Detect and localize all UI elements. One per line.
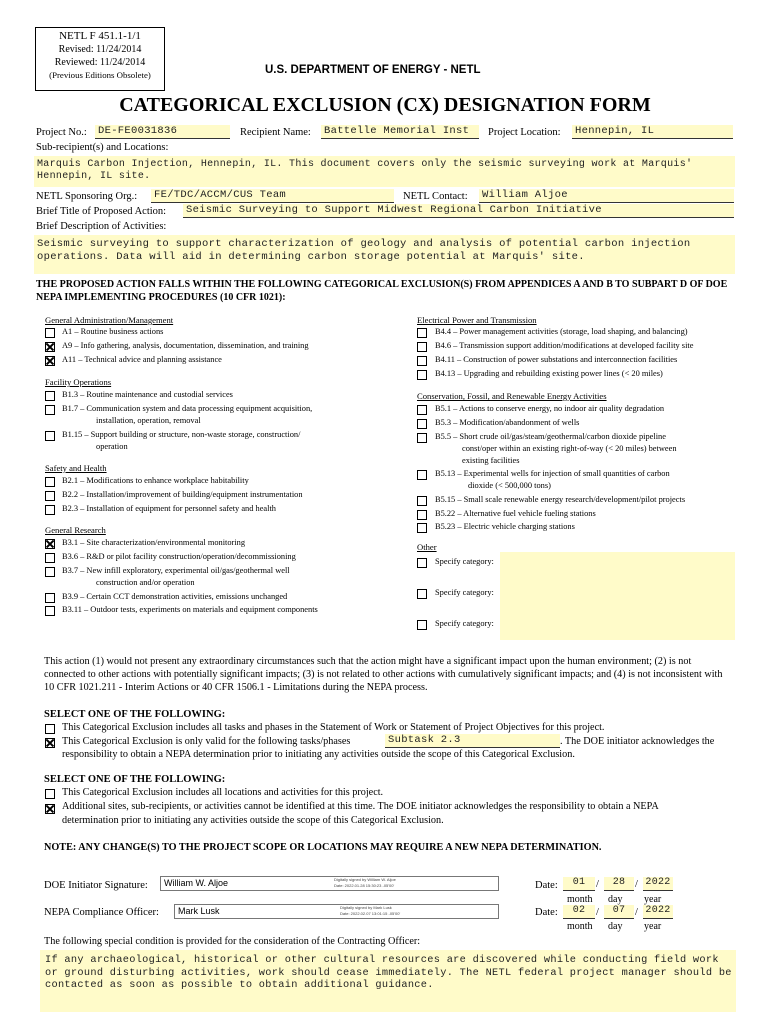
- item-b5-1: B5.1 – Actions to conserve energy, no indoor air quality degradation: [435, 404, 665, 413]
- initiator-signature-name: William W. Aljoe: [164, 878, 229, 888]
- checkbox-b1-7[interactable]: [45, 405, 55, 415]
- select-one-heading-2: SELECT ONE OF THE FOLLOWING:: [44, 774, 226, 785]
- date-slash-1b: /: [635, 879, 638, 890]
- nepa-date-label: Date:: [535, 907, 558, 918]
- item-b3-7-cont: construction and/or operation: [96, 578, 195, 587]
- item-b1-15: B1.15 – Support building or structure, non-waste storage, construction/: [62, 430, 301, 439]
- checkbox-b4-13[interactable]: [417, 370, 427, 380]
- initiator-digital-date-stamp: Date: 2022.01.28 15:30:23 -05'00': [334, 883, 395, 888]
- item-b4-11: B4.11 – Construction of power substations and interconnection facilities: [435, 355, 678, 364]
- sub-recipients-field[interactable]: Marquis Carbon Injection, Hennepin, IL. This document covers only the seismic surveying work at Marquis' Hennepin, IL site.: [34, 156, 735, 187]
- revised-date: Revised: 11/24/2014: [58, 44, 142, 55]
- specify-category-label-3: Specify category:: [435, 619, 494, 628]
- sponsoring-org-field[interactable]: FE/TDC/ACCM/CUS Team: [151, 189, 394, 203]
- checkbox-b4-11[interactable]: [417, 356, 427, 366]
- checkbox-b5-13[interactable]: [417, 470, 427, 480]
- checkbox-a1[interactable]: [45, 328, 55, 338]
- item-b1-7: B1.7 – Communication system and data processing equipment acquisition,: [62, 404, 313, 413]
- initiator-signature-label: DOE Initiator Signature:: [44, 880, 148, 891]
- item-a9: A9 – Info gathering, analysis, documentation, dissemination, and training: [62, 341, 309, 350]
- specify-category-field-2[interactable]: [502, 584, 734, 610]
- checkbox-b4-4[interactable]: [417, 328, 427, 338]
- initiator-date-day[interactable]: 28: [604, 877, 634, 891]
- nepa-date-month[interactable]: 02: [563, 905, 595, 919]
- project-no-field[interactable]: DE-FE0031836: [95, 125, 230, 139]
- item-b2-3: B2.3 – Installation of equipment for personnel safety and health: [62, 504, 276, 513]
- item-b3-1: B3.1 – Site characterization/environmental monitoring: [62, 538, 246, 547]
- sponsoring-org-label: NETL Sponsoring Org.:: [36, 191, 138, 202]
- date-slash-2b: /: [635, 907, 638, 918]
- checkbox-b5-3[interactable]: [417, 419, 427, 429]
- item-b3-7: B3.7 – New infill exploratory, experimental oil/gas/geothermal well: [62, 566, 290, 575]
- item-b5-13-cont: dioxide (< 500,000 tons): [468, 481, 551, 490]
- initiator-date-year[interactable]: 2022: [643, 877, 673, 891]
- item-b4-13: B4.13 – Upgrading and rebuilding existing power lines (< 20 miles): [435, 369, 663, 378]
- item-b5-5: B5.5 – Short crude oil/gas/steam/geothermal/carbon dioxide pipeline: [435, 432, 666, 441]
- checkbox-b5-22[interactable]: [417, 510, 427, 520]
- item-a1: A1 – Routine business actions: [62, 327, 164, 336]
- form-info-box: [35, 27, 165, 91]
- agency-name: U.S. DEPARTMENT OF ENERGY - NETL: [265, 64, 481, 76]
- initiator-date-month[interactable]: 01: [563, 877, 595, 891]
- nepa-digital-signature-note: Digitally signed by Mark Lusk: [340, 905, 392, 910]
- item-b5-5-cont: const/oper within an existing right-of-way (< 20 miles) between: [462, 444, 677, 453]
- checkbox-b4-6[interactable]: [417, 342, 427, 352]
- checkbox-b5-23[interactable]: [417, 523, 427, 533]
- specific-tasks-text-c: responsibility to obtain a NEPA determination prior to initiating any activities outside the scope of this Categorical Exclusion.: [62, 749, 575, 760]
- date-slash-2a: /: [596, 907, 599, 918]
- section-title-conservation: Conservation, Fossil, and Renewable Energy Activities: [417, 391, 607, 401]
- specify-category-field-1[interactable]: [502, 554, 734, 580]
- checkbox-other-2[interactable]: [417, 589, 427, 599]
- nepa-digital-date-stamp: Date: 2022.02.07 13:01:15 -05'00': [340, 911, 401, 916]
- specify-category-label-1: Specify category:: [435, 557, 494, 566]
- initiator-digital-signature-note: Digitally signed by William W. Aljoe: [334, 877, 396, 882]
- date-month-caption-2: month: [567, 921, 593, 932]
- checkbox-b3-7[interactable]: [45, 567, 55, 577]
- item-b2-2: B2.2 – Installation/improvement of building/equipment instrumentation: [62, 490, 303, 499]
- all-locations-text: This Categorical Exclusion includes all locations and activities for this project.: [62, 787, 384, 798]
- checkbox-a11[interactable]: [45, 356, 55, 366]
- recipient-name-label: Recipient Name:: [240, 127, 311, 138]
- checkbox-all-locations[interactable]: [45, 789, 55, 799]
- brief-description-field[interactable]: Seismic surveying to support characterization of geology and analysis of potential carbon injection operations. Data will aid in determining carbon storage potential at Marquis' site.: [34, 235, 735, 274]
- initiator-date-label: Date:: [535, 880, 558, 891]
- item-b1-7-cont: installation, operation, removal: [96, 416, 201, 425]
- item-b5-22: B5.22 – Alternative fuel vehicle fueling stations: [435, 509, 596, 518]
- brief-description-label: Brief Description of Activities:: [36, 221, 167, 232]
- item-b5-23: B5.23 – Electric vehicle charging stations: [435, 522, 575, 531]
- checkbox-b1-15[interactable]: [45, 431, 55, 441]
- section-title-other: Other: [417, 542, 437, 552]
- checkbox-b3-9[interactable]: [45, 593, 55, 603]
- item-b1-15-cont: operation: [96, 442, 128, 451]
- checkbox-b2-3[interactable]: [45, 505, 55, 515]
- section-title-general-admin: General Administration/Management: [45, 315, 174, 325]
- checkbox-b2-2[interactable]: [45, 491, 55, 501]
- form-number: NETL F 451.1-1/1: [59, 30, 141, 42]
- scope-change-note: NOTE: ANY CHANGE(S) TO THE PROJECT SCOPE OR LOCATIONS MAY REQUIRE A NEW NEPA DETERMINATION.: [44, 842, 602, 853]
- checkbox-other-3[interactable]: [417, 620, 427, 630]
- checkbox-b5-5[interactable]: [417, 433, 427, 443]
- item-b2-1: B2.1 – Modifications to enhance workplace habitability: [62, 476, 249, 485]
- page-title: CATEGORICAL EXCLUSION (CX) DESIGNATION FORM: [119, 94, 651, 116]
- item-b1-3: B1.3 – Routine maintenance and custodial services: [62, 390, 233, 399]
- nepa-officer-label: NEPA Compliance Officer:: [44, 907, 159, 918]
- nepa-officer-signature-field[interactable]: [174, 904, 499, 919]
- item-b3-11: B3.11 – Outdoor tests, experiments on materials and equipment components: [62, 605, 318, 614]
- reviewed-date: Reviewed: 11/24/2014: [54, 57, 146, 68]
- checkbox-additional-sites[interactable]: [45, 804, 55, 814]
- item-b5-3: B5.3 – Modification/abandonment of wells: [435, 418, 580, 427]
- checkbox-b3-1[interactable]: [45, 539, 55, 549]
- specify-category-field-3[interactable]: [502, 613, 734, 639]
- date-year-caption-1: year: [644, 894, 662, 905]
- date-month-caption-1: month: [567, 894, 593, 905]
- special-condition-label: The following special condition is provided for the consideration of the Contracting Officer:: [44, 936, 421, 947]
- specify-category-label-2: Specify category:: [435, 588, 494, 597]
- sub-recipients-label: Sub-recipient(s) and Locations:: [36, 142, 169, 153]
- item-b3-6: B3.6 – R&D or pilot facility construction/operation/decommissioning: [62, 552, 296, 561]
- date-year-caption-2: year: [644, 921, 662, 932]
- section-title-facility-ops: Facility Operations: [45, 377, 112, 387]
- cx-heading: THE PROPOSED ACTION FALLS WITHIN THE FOLLOWING CATEGORICAL EXCLUSION(S) FROM APPENDICES A AND B TO SUBPART D OF DOE NEPA IMPLEMENTING PROCEDURES (10 CFR 1021):: [36, 279, 728, 303]
- section-title-electrical: Electrical Power and Transmission: [417, 315, 537, 325]
- additional-sites-text-cont: determination prior to initiating any activities outside the scope of this Categorical Exclusion.: [62, 815, 444, 826]
- section-title-general-research: General Research: [45, 525, 106, 535]
- project-no-label: Project No.:: [36, 127, 87, 138]
- project-location-field[interactable]: Hennepin, IL: [572, 125, 733, 139]
- netl-contact-label: NETL Contact:: [403, 191, 468, 202]
- recipient-name-field[interactable]: Battelle Memorial Inst: [321, 125, 479, 139]
- initiator-signature-field[interactable]: [160, 876, 499, 891]
- checkbox-b2-1[interactable]: [45, 477, 55, 487]
- nepa-date-day[interactable]: 07: [604, 905, 634, 919]
- nepa-date-year[interactable]: 2022: [643, 905, 673, 919]
- item-b4-4: B4.4 – Power management activities (storage, load shaping, and balancing): [435, 327, 688, 336]
- item-a11: A11 – Technical advice and planning assistance: [62, 355, 222, 364]
- project-location-label: Project Location:: [488, 127, 561, 138]
- checkbox-b3-11[interactable]: [45, 606, 55, 616]
- brief-title-field[interactable]: Seismic Surveying to Support Midwest Regional Carbon Initiative: [183, 204, 734, 218]
- date-slash-1a: /: [596, 879, 599, 890]
- checkbox-specific-tasks[interactable]: [45, 738, 55, 748]
- netl-contact-field[interactable]: William Aljoe: [479, 189, 734, 203]
- item-b3-9: B3.9 – Certain CCT demonstration activities, emissions unchanged: [62, 592, 288, 601]
- checkbox-b5-15[interactable]: [417, 496, 427, 506]
- circumstances-text: This action (1) would not present any extraordinary circumstances such that the action might have a significant impact upon the human environment; (2) is not connected to other actions with potentially significant impacts; (3) is not related to other actions with cumulatively significant impacts; and (4) is not inconsistent with 10 CFR 1021.211 - Interim Actions or 40 CFR 1506.1 - Limitations during the NEPA process.: [44, 656, 723, 693]
- specific-tasks-text: This Categorical Exclusion is only valid for the following tasks/phases: [62, 736, 351, 747]
- checkbox-all-tasks[interactable]: [45, 724, 55, 734]
- all-tasks-text: This Categorical Exclusion includes all tasks and phases in the Statement of Work or Statement of Project Objectives for this project.: [62, 722, 605, 733]
- tasks-phases-field[interactable]: Subtask 2.3: [385, 734, 560, 748]
- item-b4-6: B4.6 – Transmission support addition/modifications at developed facility site: [435, 341, 694, 350]
- nepa-officer-signature-name: Mark Lusk: [178, 906, 220, 916]
- date-day-caption-1: day: [608, 894, 623, 905]
- additional-sites-text: Additional sites, sub-recipients, or activities cannot be identified at this time. The DOE initiator acknowledges the responsibility to obtain a NEPA: [62, 801, 659, 812]
- item-b5-15: B5.15 – Small scale renewable energy research/development/pilot projects: [435, 495, 686, 504]
- specific-tasks-text-b: . The DOE initiator acknowledges the: [560, 736, 715, 747]
- checkbox-b1-3[interactable]: [45, 391, 55, 401]
- date-day-caption-2: day: [608, 921, 623, 932]
- item-b5-13: B5.13 – Experimental wells for injection of small quantities of carbon: [435, 469, 670, 478]
- select-one-heading-1: SELECT ONE OF THE FOLLOWING:: [44, 709, 226, 720]
- checkbox-other-1[interactable]: [417, 558, 427, 568]
- item-b5-5-cont2: existing facilities: [462, 456, 520, 465]
- checkbox-a9[interactable]: [45, 342, 55, 352]
- special-condition-field[interactable]: If any archaeological, historical or other cultural resources are discovered while conducting field work or ground disturbing activities, work should cease immediately. The NETL federal project manager should be contacted as soon as possible to obtain additional guidance.: [40, 950, 736, 1012]
- previous-editions: (Previous Editions Obsolete): [49, 70, 151, 80]
- section-title-safety-health: Safety and Health: [45, 463, 107, 473]
- checkbox-b3-6[interactable]: [45, 553, 55, 563]
- brief-title-label: Brief Title of Proposed Action:: [36, 206, 167, 217]
- checkbox-b5-1[interactable]: [417, 405, 427, 415]
